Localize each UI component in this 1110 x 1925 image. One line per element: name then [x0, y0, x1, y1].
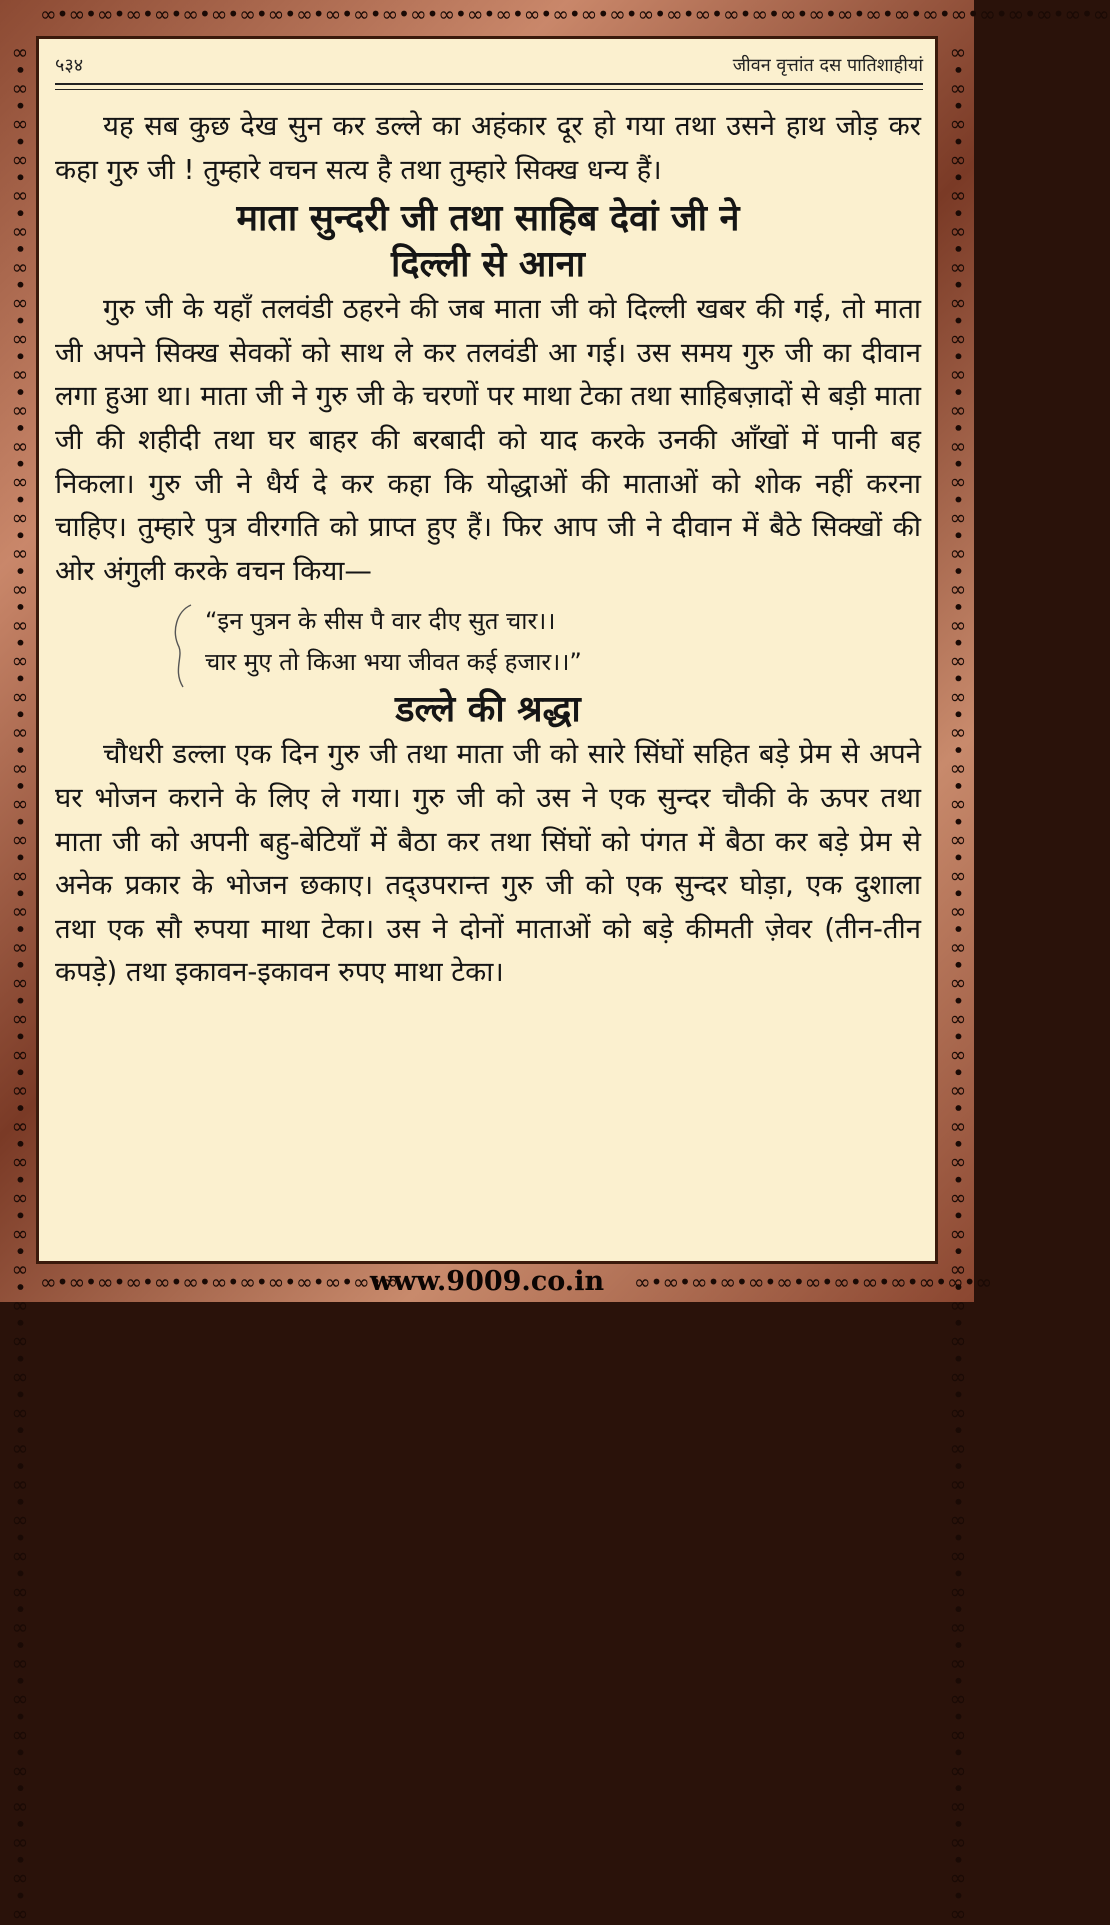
verse-quote [205, 601, 921, 683]
header-rule-thin [55, 89, 923, 90]
handwritten-bracket-mark [165, 601, 195, 691]
verse-line-1: “इन पुत्रन के सीस पै वार दीए सुत चार।। [205, 607, 556, 636]
running-title: जीवन वृत्तांत दस पातिशाहीयां [732, 55, 923, 76]
paragraph-intro: यह सब कुछ देख सुन कर डल्ले का अहंकार दूर हो गया तथा उसने हाथ जोड़ कर कहा गुरु जी ! तुम्हारे वचन सत्य है तथा तुम्हारे सिक्ख धन्य हैं। [55, 110, 921, 186]
frame-ornament-right: ∞•∞•∞•∞•∞•∞•∞•∞•∞•∞•∞•∞•∞•∞•∞•∞•∞•∞•∞•∞•∞•∞•∞•∞•∞•∞•∞•∞•∞•∞•∞•∞•∞•∞•∞•∞•∞•∞•∞•∞•∞•∞•∞•∞•∞•∞•∞•∞•∞•∞•∞•∞•∞ [946, 40, 970, 1925]
heading-line-2: दिल्ली से आना [391, 244, 585, 286]
page-header [55, 51, 923, 81]
heading-line-1: माता सुन्दरी जी तथा साहिब देवां जी ने [236, 198, 740, 240]
page-content [55, 105, 921, 995]
paragraph-dalla-feast: चौधरी डल्ला एक दिन गुरु जी तथा माता जी को सारे सिंघों सहित बड़े प्रेम से अपने घर भोजन कराने के लिए ले गया। गुरु जी को उस ने एक सुन्दर चौकी के ऊपर तथा माता जी को अपनी बहु-बेटियाँ में बैठा कर तथा सिंघों को पंगत में बैठा कर बड़े प्रेम से अनेक प्रकार के भोजन छकाए। तद्उपरान्त गुरु जी को एक सुन्दर घोड़ा, एक दुशाला तथा एक सौ रुपया माथा टेका। उस ने दोनों माताओं को बड़े कीमती ज़ेवर (तीन-तीन कपड़े) तथा इकावन-इकावन रुपए माथा टेका। [55, 738, 921, 989]
section-heading-mata-sundari [55, 196, 921, 288]
section-heading-dalla-shraddha: डल्ले की श्रद्धा [395, 689, 581, 731]
frame-ornament-top: ∞•∞•∞•∞•∞•∞•∞•∞•∞•∞•∞•∞•∞•∞•∞•∞•∞•∞•∞•∞•∞•∞•∞•∞•∞•∞•∞•∞•∞•∞•∞•∞•∞•∞•∞•∞•∞•∞ [40, 2, 1110, 26]
verse-line-2: चार मुए तो किआ भया जीवत कई हजार।।” [205, 648, 582, 677]
book-page [36, 36, 938, 1264]
footer-website-url: www.9009.co.in [369, 1266, 605, 1297]
header-rule-thick [55, 83, 923, 85]
paragraph-mata-arrival: गुरु जी के यहाँ तलवंडी ठहरने की जब माता जी को दिल्ली खबर की गई, तो माता जी अपने सिक्ख सेवकों को साथ ले कर तलवंडी आ गई। उस समय गुरु जी का दीवान लगा हुआ था। माता जी ने गुरु जी के चरणों पर माथा टेका तथा साहिबज़ादों से बड़ी माता जी की शहीदी तथा घर बाहर की बरबादी को याद करके उनकी आँखों में पानी बह निकला। गुरु जी ने धैर्य दे कर कहा कि योद्धाओं की माताओं को शोक नहीं करना चाहिए। तुम्हारे पुत्र वीरगति को प्राप्त हुए हैं। फिर आप जी ने दीवान में बैठे सिक्खों की ओर अंगुली करके वचन किया— [55, 293, 921, 587]
frame-ornament-left: ∞•∞•∞•∞•∞•∞•∞•∞•∞•∞•∞•∞•∞•∞•∞•∞•∞•∞•∞•∞•∞•∞•∞•∞•∞•∞•∞•∞•∞•∞•∞•∞•∞•∞•∞•∞•∞•∞•∞•∞•∞•∞•∞•∞•∞•∞•∞•∞•∞•∞•∞•∞•∞ [8, 40, 32, 1925]
page-number: ५३४ [55, 55, 84, 76]
frame-ornament-bottom-left: ∞•∞•∞•∞•∞•∞•∞•∞•∞•∞•∞•∞•∞ [40, 1270, 399, 1294]
frame-ornament-bottom-right: ∞•∞•∞•∞•∞•∞•∞•∞•∞•∞•∞•∞•∞ [634, 1270, 993, 1294]
